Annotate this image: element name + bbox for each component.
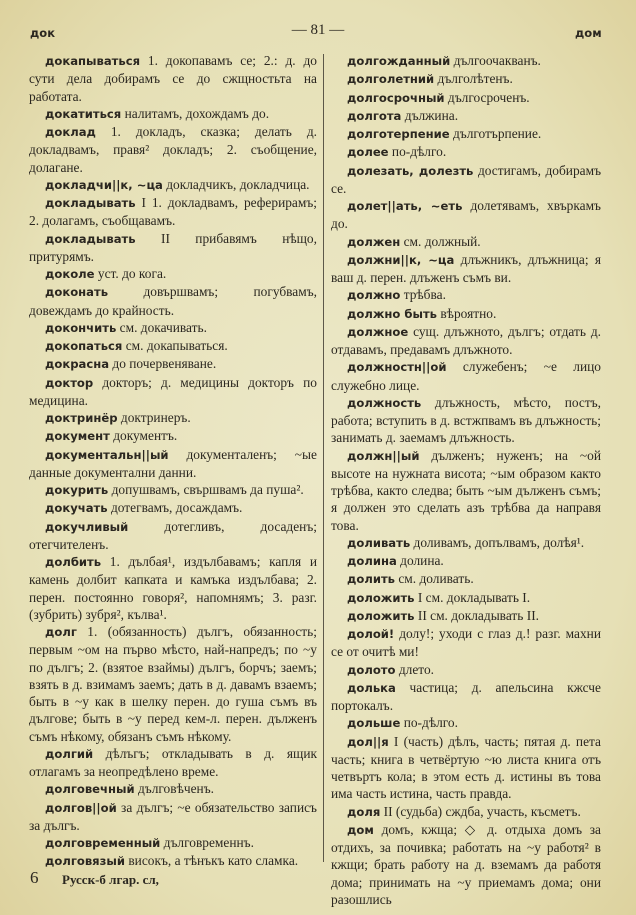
dictionary-entry — [331, 233, 601, 251]
dictionary-entry — [29, 337, 317, 355]
entry-definition: длъжникъ, длъжница; я ваш д. перен. длъженъ съмъ ви. — [331, 251, 601, 285]
entry-headword: докапываться — [45, 54, 141, 68]
left-column — [29, 52, 317, 871]
dictionary-entry — [331, 70, 601, 88]
entry-definition: докторъ; д. медицины докторъ по медицина. — [29, 374, 317, 408]
entry-definition: по-дѣлго. — [403, 715, 458, 731]
dictionary-entry — [29, 780, 317, 798]
dictionary-entry — [29, 105, 317, 123]
entry-headword: должно — [347, 288, 401, 303]
entry-headword: доложить — [347, 608, 415, 623]
entry-definition: дѣлъгъ; откладывать в д. ящик отлагамъ за неопредѣлено време. — [29, 745, 317, 779]
entry-headword: докладчи||к, ~ца — [45, 177, 163, 192]
entry-definition: длето. — [398, 661, 435, 677]
dictionary-entry — [29, 745, 317, 781]
dictionary-entry — [331, 323, 601, 359]
dictionary-entry — [331, 589, 601, 607]
dictionary-entry — [29, 427, 317, 445]
dictionary-entry — [331, 803, 601, 821]
dictionary-entry — [29, 319, 317, 337]
entry-definition: уст. до кога. — [97, 266, 167, 281]
entry-headword: должное — [347, 324, 409, 339]
entry-definition: I (часть) дѣлъ, часть; пятая д. пета часть; книга в четвёртую ~ю листа книга отъ четвъртъ кола; в этом есть д. истины въ това има часть истина, часть правда. — [331, 733, 601, 802]
running-head-left: док — [30, 26, 55, 40]
entry-definition: II см. докладывать II. — [417, 607, 540, 623]
dictionary-entry — [331, 286, 601, 304]
entry-headword: доля — [347, 804, 381, 819]
entry-headword: доливать — [347, 535, 411, 550]
entry-headword: долгосрочный — [347, 90, 445, 105]
dictionary-entry — [331, 125, 601, 143]
dictionary-entry — [29, 123, 317, 176]
signature-number: 6 — [30, 868, 39, 887]
entry-headword: должно быть — [347, 306, 437, 321]
dictionary-entry — [29, 374, 317, 410]
entry-headword: докучать — [45, 501, 108, 516]
entry-headword: дом — [347, 822, 374, 837]
dictionary-entry — [29, 553, 317, 623]
entry-headword: доколе — [45, 267, 95, 281]
entry-definition: долина. — [400, 553, 444, 568]
dictionary-entry — [331, 305, 601, 323]
dictionary-entry — [331, 394, 601, 447]
entry-headword: долгов||ой — [45, 800, 117, 815]
dictionary-entry — [331, 89, 601, 107]
entry-headword: должностн||ой — [347, 360, 447, 375]
running-head-right: дом — [575, 26, 602, 40]
entry-headword: долг — [45, 625, 77, 639]
signature-title: Русск-б лгар. сл, — [62, 872, 159, 887]
entry-definition: см. должный. — [403, 233, 481, 249]
column-divider — [323, 54, 324, 862]
entry-definition: сущ. длъжното, дългъ; отдать д. отдавамъ, предавамъ длъжното. — [331, 323, 601, 357]
entry-definition: дълговѣченъ. — [137, 781, 214, 797]
dictionary-entry — [29, 194, 317, 230]
dictionary-entry — [331, 447, 601, 534]
entry-headword: должен — [347, 234, 401, 249]
entry-definition: служебенъ; ~е лицо служебно лице. — [331, 359, 601, 393]
dictionary-entry — [331, 197, 601, 233]
entry-definition: долу!; уходи с глаз д.! разг. махни се от очитѣ ми! — [331, 626, 601, 660]
entry-definition: см. докапываться. — [125, 338, 228, 353]
entry-definition: доливамъ, допълвамъ, долѣя¹. — [413, 534, 585, 550]
dictionary-entry — [29, 623, 317, 745]
entry-headword: доктринёр — [45, 411, 118, 425]
dictionary-entry — [29, 409, 317, 427]
entry-definition: налитамъ, дохождамъ до. — [124, 105, 270, 121]
entry-headword: долгота — [347, 108, 402, 123]
dictionary-entry — [331, 679, 601, 715]
entry-headword: должн||ый — [347, 448, 420, 463]
entry-definition: см. докачивать. — [119, 319, 207, 335]
entry-definition: 1. дълбая¹, издълбавамъ; капля и камень долбит капката и камъка издълбава; 2. перен. постоянно говоря², напомнямъ; 3. разг. (зубрить) зубря², кълва¹. — [29, 554, 317, 622]
entry-definition: документаленъ; ~ые данные документални данни. — [29, 446, 317, 480]
entry-headword: документальн||ый — [45, 447, 169, 462]
entry-headword: докурить — [45, 483, 109, 497]
entry-definition: длъжность, мѣсто, постъ, работа; вступить в д. встжпвамъ въ длъжность; занимать д. заемамъ длъжность. — [331, 394, 601, 446]
dictionary-entry — [331, 714, 601, 732]
entry-headword: долет||ать, ~еть — [347, 199, 463, 213]
dictionary-entry — [29, 265, 317, 283]
entry-headword: долбить — [45, 555, 102, 569]
entry-headword: долголетний — [347, 72, 435, 87]
dictionary-entry — [29, 499, 317, 517]
entry-definition: вѣроятно. — [440, 305, 497, 321]
entry-headword: долгожданный — [347, 54, 451, 68]
entry-definition: I см. докладывать I. — [417, 589, 531, 605]
dictionary-entry — [331, 251, 601, 287]
dictionary-entry — [331, 534, 601, 552]
entry-definition: дълголѣтенъ. — [437, 71, 513, 87]
entry-definition: доктринеръ. — [120, 410, 191, 425]
dictionary-entry — [29, 481, 317, 499]
entry-definition: дълговременнъ. — [163, 835, 254, 850]
entry-headword: долговечный — [45, 782, 135, 797]
dictionary-entry — [29, 176, 317, 194]
entry-definition: II прибавямъ нѣщо, притурямъ. — [29, 230, 317, 264]
entry-definition: дългоочакванъ. — [453, 53, 541, 68]
dictionary-entry — [29, 852, 317, 870]
entry-definition: дълженъ; нуженъ; на ~ой высоте на нужната висота; ~ым образом както трѣбва, както следва; быть ~ым дълженъ съмъ; я должен это сделать азъ трѣбва да направя това. — [331, 447, 601, 533]
dictionary-entry — [331, 162, 601, 198]
entry-definition: до почервеняване. — [112, 356, 217, 372]
entry-definition: докладчикъ, докладчица. — [166, 176, 310, 192]
entry-definition: високъ, а тѣнъкъ като сламка. — [128, 853, 299, 869]
dictionary-entry — [331, 358, 601, 394]
dictionary-entry — [331, 607, 601, 625]
entry-definition: довършвамъ; погубвамъ, довеждамъ до крайность. — [29, 284, 317, 318]
right-column — [331, 52, 601, 908]
entry-definition: домъ, кжща; ◇ д. отдыха домъ за отдихъ, за почивка; работать на ~у работя² в кжщи; брать работу на д. вземамъ да работя дома; принимать на ~у приемамъ дома; они разошлись — [331, 821, 601, 907]
dictionary-entry — [331, 821, 601, 908]
dictionary-entry — [331, 570, 601, 588]
entry-headword: докладывать — [45, 196, 136, 210]
dictionary-entry — [331, 107, 601, 125]
entry-headword: докатиться — [45, 106, 122, 121]
entry-headword: докрасна — [45, 357, 110, 372]
entry-headword: долька — [347, 680, 396, 695]
entry-headword: документ — [45, 429, 110, 444]
entry-definition: дългосроченъ. — [447, 89, 530, 105]
entry-definition: 1. докопавамъ се; 2.: д. до сути дела добирамъ се до сжщностьта на работата. — [29, 53, 317, 104]
entry-headword: долгий — [45, 746, 94, 761]
entry-headword: долготерпение — [347, 127, 450, 141]
entry-headword: долой! — [347, 627, 395, 641]
entry-headword: долото — [347, 662, 396, 677]
entry-definition: дължина. — [404, 107, 459, 123]
entry-definition: см. доливать. — [398, 571, 474, 587]
entry-headword: долговязый — [45, 854, 125, 869]
entry-headword: долезать, долезть — [347, 163, 474, 178]
dictionary-entry — [29, 283, 317, 319]
entry-definition: дотегливъ, досаденъ; отегчителенъ. — [29, 518, 317, 552]
entry-headword: должни||к, ~ца — [347, 252, 455, 267]
dictionary-entry — [331, 625, 601, 661]
entry-headword: доконать — [45, 285, 109, 300]
dictionary-entry — [331, 552, 601, 570]
entry-definition: документъ. — [113, 428, 178, 444]
entry-definition: дотегвамъ, досаждамъ. — [110, 500, 243, 516]
dictionary-entry — [29, 52, 317, 105]
dictionary-entry — [331, 143, 601, 161]
entry-definition: II (судьба) сждба, участь, късметъ. — [383, 803, 581, 819]
dictionary-entry — [29, 799, 317, 835]
dictionary-entry — [29, 230, 317, 266]
entry-definition: дълготърпение. — [452, 126, 542, 141]
page-number: — 81 — — [291, 22, 345, 38]
dictionary-entry — [331, 661, 601, 679]
entry-headword: докопаться — [45, 339, 123, 353]
entry-definition: частица; д. апельсина кжсче портокалъ. — [331, 679, 601, 713]
entry-headword: долговременный — [45, 836, 161, 850]
entry-headword: докончить — [45, 320, 117, 335]
dictionary-entry — [29, 446, 317, 482]
entry-definition: трѣбва. — [403, 287, 446, 303]
entry-definition: допушвамъ, свършвамъ да пуша². — [111, 482, 304, 497]
dictionary-entry — [331, 733, 601, 803]
entry-headword: дол||я — [347, 734, 389, 749]
entry-definition: 1. докладъ, сказка; делать д. докладвамъ, правя² докладъ; 2. съобщение, долагане. — [29, 124, 317, 175]
entry-headword: доложить — [347, 590, 415, 605]
dictionary-entry — [29, 834, 317, 852]
entry-headword: долее — [347, 145, 389, 160]
dictionary-entry — [29, 355, 317, 373]
entry-headword: докучливый — [45, 519, 129, 534]
entry-headword: доктор — [45, 375, 94, 390]
entry-headword: долина — [347, 554, 397, 568]
entry-definition: достигамъ, добирамъ се. — [331, 162, 601, 196]
entry-definition: I 1. докладвамъ, реферирамъ; 2. долагамъ, съобщавамъ. — [29, 195, 317, 229]
entry-definition: долетявамъ, хвъркамъ до. — [331, 198, 601, 232]
entry-definition: за дългъ; ~е обязательство записъ за дългъ. — [29, 799, 317, 833]
entry-headword: долить — [347, 572, 395, 587]
dictionary-entry — [331, 52, 601, 70]
entry-headword: дольше — [347, 716, 401, 731]
entry-definition: 1. (обязанность) дългъ, обязанность; первым ~ом на първо мѣсто, най-напредъ; по ~у по дългъ; 2. (взятое взаймы) дългъ, борчъ; заемъ; взять в д. взимамъ заемъ; дать в д. давамъ взаемъ; быть в ~у как в шелку перен. до гуша съмъ въ дългове; быть в ~у перед кем-л. перен. дълженъ съмъ нѣкому, обязанъ съмъ нѣкому. — [29, 624, 317, 744]
entry-definition: по-дѣлго. — [391, 144, 447, 160]
entry-headword: должность — [347, 395, 422, 410]
entry-headword: докладывать — [45, 231, 136, 246]
dictionary-entry — [29, 518, 317, 554]
entry-headword: доклад — [45, 125, 96, 139]
